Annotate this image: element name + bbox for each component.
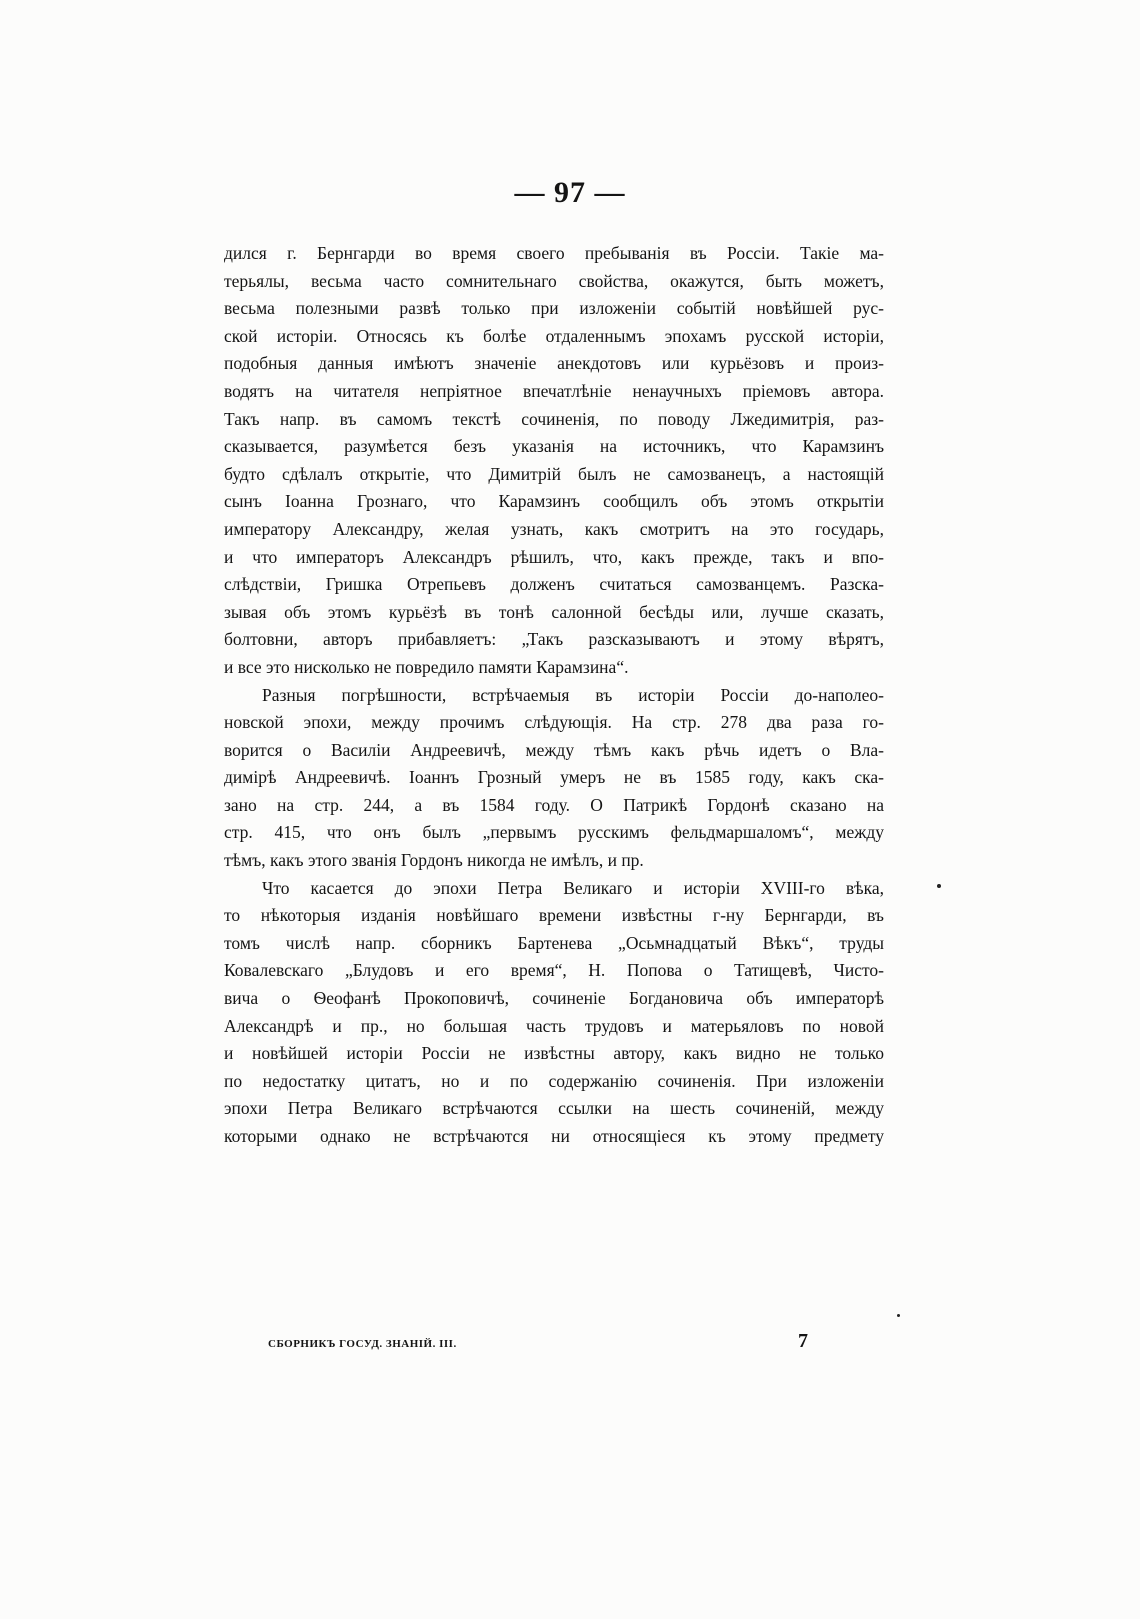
text-line: эпохи Петра Великаго встрѣчаются ссылки на шесть сочиненій, между [224,1098,884,1119]
text-line: и новѣйшей исторіи Россіи не извѣстны автору, какъ видно не только [224,1043,884,1064]
text-line: Такъ напр. въ самомъ текстѣ сочиненія, по поводу Лжедимитрія, раз- [224,408,884,429]
text-line: Александрѣ и пр., но большая часть трудовъ и матерьяловъ по новой [224,1015,884,1036]
text-line: сказывается, разумѣется безъ указанія на источникъ, что Карамзинъ [224,436,884,457]
text-line: слѣдствіи, Гришка Отрепьевъ долженъ считаться самозванцемъ. Разска- [224,574,884,595]
paragraph-first-line: Что касается до эпохи Петра Великаго и исторіи XVIII-го вѣка, [262,877,884,898]
text-line: Ковалевскаго „Блудовъ и его время“, Н. Попова о Татищевѣ, Чисто- [224,960,884,981]
text-line: ской исторіи. Относясь къ болѣе отдаленнымъ эпохамъ русской исторіи, [224,325,884,346]
text-line: зано на стр. 244, а въ 1584 году. О Патрикѣ Гордонѣ сказано на [224,794,884,815]
text-line: и все это нисколько не повредило памяти Карамзина“. [224,656,629,677]
body-text [224,240,884,1151]
text-line: дился г. Бернгарди во время своего пребыванія въ Россіи. Такіе ма- [224,243,884,263]
text-line: димірѣ Андреевичѣ. Іоаннъ Грозный умеръ не въ 1585 году, какъ ска- [224,767,884,788]
page-number-header: — 97 — [514,176,626,209]
text-line: по недостатку цитатъ, но и по содержанію сочиненія. При изложеніи [224,1070,884,1091]
page-footer [268,1330,808,1358]
text-line: будто сдѣлалъ открытіе, что Димитрій былъ не самозванецъ, а настоящій [224,463,884,484]
text-line: стр. 415, что онъ былъ „первымъ русскимъ фельдмаршаломъ“, между [224,822,884,843]
text-line: ворится о Василіи Андреевичѣ, между тѣмъ какъ рѣчь идетъ о Вла- [224,739,884,760]
paragraph-first-line: Разныя погрѣшности, встрѣчаемыя въ исторіи Россіи до-наполео- [262,684,884,705]
text-line: водятъ на читателя непріятное впечатлѣніе ненаучныхъ пріемовъ автора. [224,380,884,401]
text-line: зывая объ этомъ курьёзѣ въ тонѣ салонной бесѣды или, лучше сказать, [224,601,884,622]
text-line: терьялы, весьма часто сомнительнаго свойства, окажутся, быть можетъ, [224,270,884,291]
collection-title: СБОРНИКЪ ГОСУД. ЗНАНІЙ. III. [268,1338,457,1350]
text-line: томъ числѣ напр. сборникъ Бартенева „Осьмнадцатый Вѣкъ“, труды [224,932,884,953]
text-line: тѣмъ, какъ этого званія Гордонъ никогда не имѣлъ, и пр. [224,850,644,871]
text-line: императору Александру, желая узнать, какъ смотритъ на это государь, [224,518,884,539]
text-line: новской эпохи, между прочимъ слѣдующія. На стр. 278 два раза го- [224,712,884,733]
text-line: и что императоръ Александръ рѣшилъ, что, какъ прежде, такъ и впо- [224,546,884,567]
text-line: то нѣкоторыя изданія новѣйшаго времени извѣстны г-ну Бернгарди, въ [224,905,884,926]
text-line: которыми однако не встрѣчаются ни относящіеся къ этому предмету [224,1126,884,1146]
margin-speck [937,884,941,888]
margin-speck [897,1314,900,1317]
text-line: болтовни, авторъ прибавляетъ: „Такъ разсказываютъ и этому вѣрятъ, [224,629,884,650]
text-line: сынъ Іоанна Грознаго, что Карамзинъ сообщилъ объ этомъ открытіи [224,491,884,512]
text-line: вича о Ѳеофанѣ Прокоповичѣ, сочиненіе Богдановича объ императорѣ [224,988,884,1009]
signature-mark: 7 [798,1330,808,1352]
text-line: подобныя данныя имѣютъ значеніе анекдотовъ или курьёзовъ и произ- [224,353,884,374]
text-line: весьма полезными развѣ только при изложеніи событій новѣйшей рус- [224,298,884,319]
